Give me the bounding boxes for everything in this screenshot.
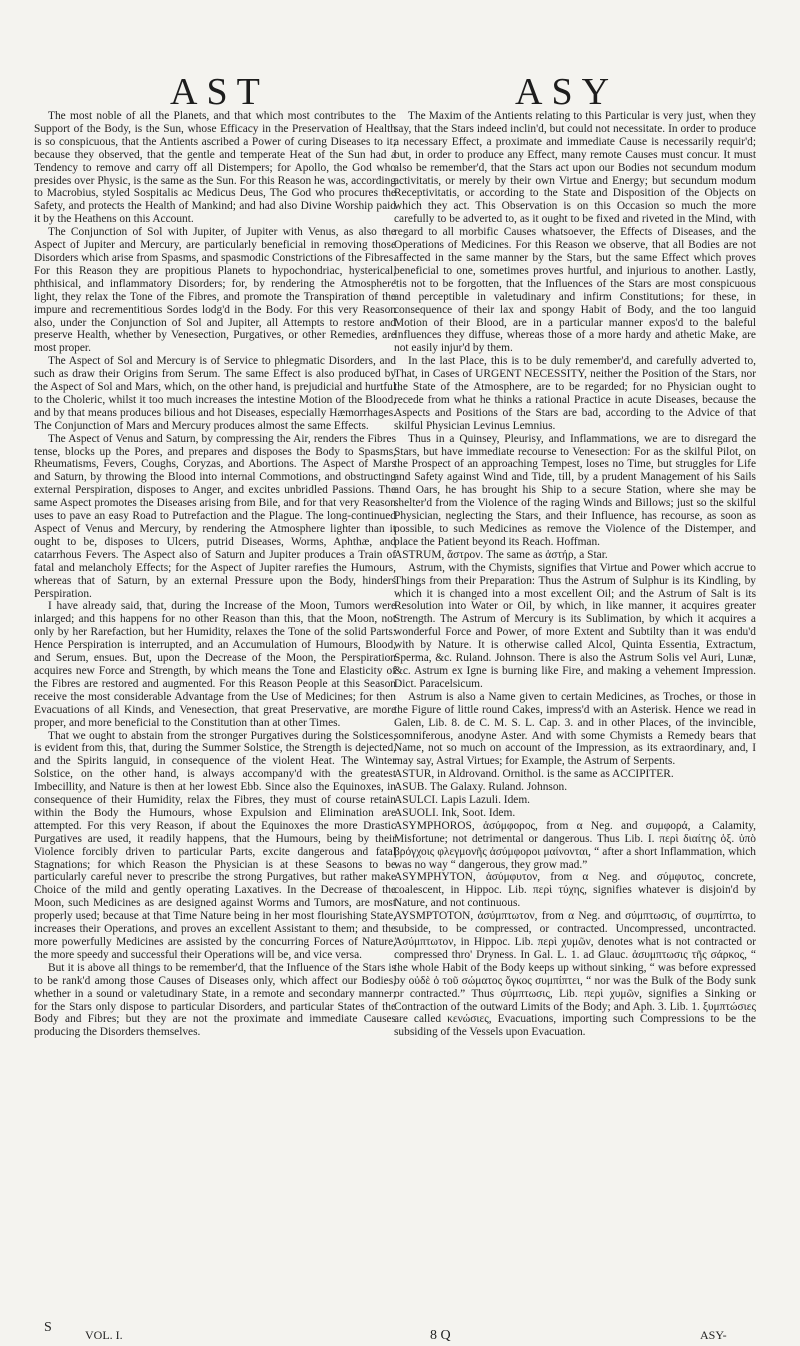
running-head-left: AST — [170, 71, 269, 113]
catchword: ASY- — [700, 1328, 727, 1342]
column-right — [394, 110, 756, 1039]
dictionary-entry — [394, 820, 756, 872]
volume-label: VOL. I. — [85, 1328, 123, 1342]
dictionary-entry — [394, 871, 756, 910]
paragraph: But it is above all things to be remember'd, that the Influence of the Stars is to be rank'd among those Causes of Diseases only, which affect our Bodies, whether in a sound or valetudinary State, in a remote and secondary manner; for the Stars only dispose to particular Disorders, and particular States of the Body and Fibres; but they are not the proximate and immediate Causes producing the Disorders themselves. — [34, 961, 396, 1039]
dictionary-entry — [394, 794, 756, 807]
paragraph: I have already said, that, during the Increase of the Moon, Tumors were inlarged; and this happens for no other Reason than this, that the Moon, not only by her Rarefaction, but her Humidity, relaxes the Tone of the solid Parts: Hence Perspiration is interrupted, and an Accumulation of Humours, Blood, and Serum, ensues. But, upon the Decrease of the Moon, the Perspiration acquires new Force and Strength, by which means the Tone and Elasticity of the Fibres are restored and augmented. For this Reason People at this Season receive the most considerable Advantage from the Use of Medicines; for then Evacuations of all Kinds, and Venesection, that great Preservative, are more proper, and more beneficial to the Constitution than at other Times. — [34, 600, 396, 729]
column-left — [34, 110, 396, 1039]
headword: ASUB. — [394, 781, 428, 794]
running-head-right: ASY — [515, 71, 619, 113]
entry-text: The Galaxy. Ruland. Johnson. — [427, 781, 568, 794]
dictionary-entry — [394, 549, 756, 562]
entry-text: Astrum, with the Chymists, signifies that Virtue and Power which accrue to Things from their Preparation: Thus the Astrum of Sulphur is its Kindling, by which it is changed into a most excellent Oil; and the Astrum of Salt is its Resolution into Water or Oil, by which, in like manner, it acquires greater Strength. The Astrum of Mercury is its Sublimation, by which it acquires a wonderful Force and Power, of more Extent and Subtilty than it was endu'd with by Nature. It is otherwise called Alcol, Quinta Essentia, Extractum, Sperma, &c. Ruland. Johnson. There is also the Astrum Solis vel Auri, Lunæ, &c. Astrum ex Igne is burning like Fire, and making a vehement Impression. Dict. Paracelsicum. — [394, 561, 756, 690]
dictionary-entry — [394, 562, 756, 691]
paragraph: That we ought to abstain from the stronger Purgatives during the Solstices, is evident from this, that, during the Summer Solstice, the Strength is dejected, and the Spirits languid, in consequence of the violent Heat. The Winter Solstice, on the other hand, is always accompany'd with the greatest Imbecillity, and Nature is then at her lowest Ebb. Since also the Equinoxes, in consequence of their Humidity, relax the Fibres, they must of course retain within the Body the Humours, whose Expulsion and Elimination are attempted. For this very Reason, if about the Equinoxes the more Drastic Purgatives are used, it readily happens, that the Humours, being by their Violence forcibly driven to particular Parts, excite dangerous and fatal Stagnations; for which Reason the Physician is at these Seasons to be particularly careful never to prescribe the strong Purgatives, but rather make Choice of the mild and gently operating Laxatives. In the Decrease of the Moon, such Medicines as are designed against Worms and Tumors, are most properly used; because at that Time Nature being in her most flourishing State, increases their Operations, and proves an excellent Assistant to them; and the more powerfully Medicines are assisted by the concurring Forces of Nature, the more speedy and successful their Operations will be, and vice versa. — [34, 729, 396, 961]
entry-text: ἀσύμπτωτον, from α Neg. and σύμπτωσις, of συμπίπτω, to subside, to be compressed, or contracted. Uncompressed, uncontracted. Ἀσύμπτωτον, in Hippoc. Lib. περὶ χυμῶν, denotes what is not contracted or compressed thro' Dryness. In Gal. L. 1. ad Glauc. ἀσυμπτωσις τῆς σάρκος, “ the whole Habit of the Body keeps up without sinking, “ was before expressed by οὐδὲ ὁ τοῦ σώματος ὄγκος συμπίπτει, “ nor was the Bulk of the Body sunk or contracted.” Thus σύμπτωσις, Lib. περὶ χυμῶν, signifies a Sinking or Contraction of the outward Limits of the Body; and Aph. 3. Lib. 1. ξυμπτώσιες are called κενώσιες, Evacuations, importing such Compressions to be the subsiding of the Vessels upon Evacuation. — [394, 910, 756, 1039]
dictionary-entry — [394, 781, 756, 794]
dictionary-entry — [394, 807, 756, 820]
entry-text: in Aldrovand. Ornithol. is the same as ACCIPITER. — [434, 768, 674, 781]
margin-mark: S — [44, 1320, 52, 1335]
headword: ASTUR, — [394, 768, 435, 781]
headword: AYSMPTOTON, — [394, 910, 474, 923]
paragraph: Thus in a Quinsey, Pleurisy, and Inflammations, we are to disregard the Stars, but have immediate recourse to Venesection: For as the skilful Pilot, on the Prospect of an approaching Tempest, loses no Time, but struggles for Life and Safety against Wind and Tide, till, by a prudent Management of his Sails and Oars, he has brought his Ship to a secure Station, where she may be shelter'd from the Violence of the raging Winds and Billows; just so the skilful Physician, neglecting the Stars, and their Influence, has recourse, as soon as possible, to such Medicines as remove the Violence of the Distemper, and place the Patient beyond its Reach. Hoffman. — [394, 432, 756, 548]
headword: ASTRUM, — [394, 548, 445, 561]
dictionary-entry — [394, 768, 756, 781]
paragraph: The most noble of all the Planets, and that which most contributes to the Support of the Body, is the Sun, whose Efficacy in the Preservation of Health is so conspicuous, that the Antients ascribed a Power of curing Diseases to it; because they observed, that the gentle and temperate Heat of the Sun had a Tendency to remove and carry off all Distempers; for Apollo, the God who presides over Physic, is the same as the Sun. For this Reason he was, according to Macrobius, styled Sospitalis ac Medicus Deus, The God who procures the Safety, and protects the Health of Mankind; and had also Divine Worship paid it by the Heathens on this Account. — [34, 110, 396, 226]
headword: ASYMPHYTON, — [394, 871, 476, 884]
paragraph: The Aspect of Sol and Mercury is of Service to phlegmatic Disorders, and such as draw their Origins from Serum. The same Effect is also produced by the Aspect of Sol and Mars, which, on the other hand, is prejudicial and hurtful to the Choleric, whilst it too much increases the intestine Motion of the Blood, and by that means produces bilious and hot Diseases, especially Hæmorrhages. The Conjunction of Mars and Mercury produces almost the same Effects. — [34, 355, 396, 432]
paragraph: The Aspect of Venus and Saturn, by compressing the Air, renders the Fibres tense, blocks up the Pores, and prepares and disposes the Body to Spasms, Rheumatisms, Fevers, Coughs, Coryzas, and Abortions. The Aspect of Mars and Saturn, by throwing the Blood into internal Commotions, and obstructing external Perspiration, disposes to Anger, and excites unbridled Passions. The same Aspect promotes the Diseases arising from Bile, and for that very Reason uses to pave an easy Road to Putrefaction and the Plague. The long-continued Aspect of Venus and Mercury, by rendering the Atmosphere lighter than it ought to be, disposes to Ulcers, putrid Diseases, Worms, Aphthæ, and catarrhous Fevers. The Aspect also of Saturn and Jupiter produces a Train of fatal and melancholy Effects; for the Aspect of Jupiter rarefies the Humours, whereas that of Saturn, by an external Pressure upon the Body, hinders Perspiration. — [34, 432, 396, 600]
entry-text: Lapis Lazuli. Idem. — [437, 794, 531, 807]
entry-text: Astrum is also a Name given to certain Medicines, as Troches, or those in the Figure of little round Cakes, impress'd with an Asterisk. Hence we read in Galen, Lib. 8. de C. M. S. L. Cap. 3. and in other Places, of the invincible, somniferous, anodyne Aster. And with some Chymists a Remedy bears that Name, not so much on account of the Impression, as its extraordinary, and, I may say, Astral Virtues; for Example, the Astrum of Serpents. — [394, 690, 756, 768]
paragraph: In the last Place, this is to be duly remember'd, and carefully adverted to, That, in Cases of URGENT NECESSITY, neither the Position of the Stars, nor the State of the Atmosphere, are to be regarded; for no Physician ought to recede from what he thinks a rational Practice in acute Diseases, because the Aspects and Positions of the Stars are bad, according to the Advice of that skilful Physician Levinus Lemnius. — [394, 355, 756, 432]
headword: ASYMPHOROS, — [394, 819, 475, 832]
paragraph: The Maxim of the Antients relating to this Particular is very just, when they say, that the Stars indeed inclin'd, but could not necessitate. In order to produce a necessary Effect, a proximate and immediate Cause is necessarily requir'd; but, in order to produce any Effect, many remote Causes must concur. It must also be remember'd, that the Stars act upon our Bodies not secundum modum activitatis, or merely by their own Virtue and Energy; but secundum modum Receptivitatis, or according to the State and Disposition of the Objects on which they act. This Observation is on this Occasion so much the more carefully to be adverted to, as it ought to be fixed and riveted in the Mind, with regard to all morbific Causes whatsoever, the Effects of Diseases, and the Operations of Medicines. For this Reason we observe, that all Bodies are not affected in the same manner by the Stars, but the same Effect which proves beneficial to one, sometimes proves hurtful, and injurious to another. Lastly, 'tis not to be forgotten, that the Influences of the Stars are most conspicuous and perceptible in valetudinary and infirm Constitutions; for these, in consequence of their lax and spongy Habit of Body, and the too languid Motion of their Blood, are in a particular manner expos'd to the baleful Influences they diffuse, whereas those of a more hardy and athetic Make, are not easily injur'd by them. — [394, 110, 756, 355]
entry-text: ἀσύμφορος, from α Neg. and συμφορά, a Calamity, Misfortune; not detrimental or dangerous. Thus Lib. I. περὶ διαίτης ὀξ. ὑπὸ βρόγχοις φλεγμονῆς ἀσύμφοροι μαίνονται, “ after a short Inflammation, which was no way “ dangerous, they grow mad.” — [394, 819, 756, 871]
paragraph: The Conjunction of Sol with Jupiter, of Jupiter with Venus, as also the Aspect of Jupiter and Mercury, are particularly beneficial in removing those Disorders which arise from Spasms, and spasmodic Constrictions of the Fibres. For this Reason they are propitious Planets to hypochondriac, hysterical, phthisical, and inflammatory Disorders; for, by rendering the Atmosphere light, they relax the Tone of the Fibres, and promote the Transpiration of the impure and recrementitious Sordes lodg'd in the Body. For this very Reason also, under the Conjunction of Sol and Jupiter, all Attempts to restore and preserve Health, whether by Venesection, Purgatives, or other Remedies, are most proper. — [34, 226, 396, 355]
dictionary-entry — [394, 691, 756, 768]
entry-text: Ink, Soot. Idem. — [438, 806, 516, 819]
dictionary-entry — [394, 910, 756, 1039]
entry-text: ἄστρον. The same as ἀστήρ, a Star. — [444, 548, 608, 561]
entry-text: ἀσύμφυτον, from α Neg. and σύμφυτος, concrete, coalescent, in Hippoc. Lib. περὶ τύχης, signifies whatever is disjoin'd by Nature, and not continuous. — [394, 871, 756, 910]
signature-mark: 8 Q — [430, 1328, 451, 1343]
headword: ASUOLI. — [394, 806, 439, 819]
headword: ASULCI. — [394, 794, 438, 807]
